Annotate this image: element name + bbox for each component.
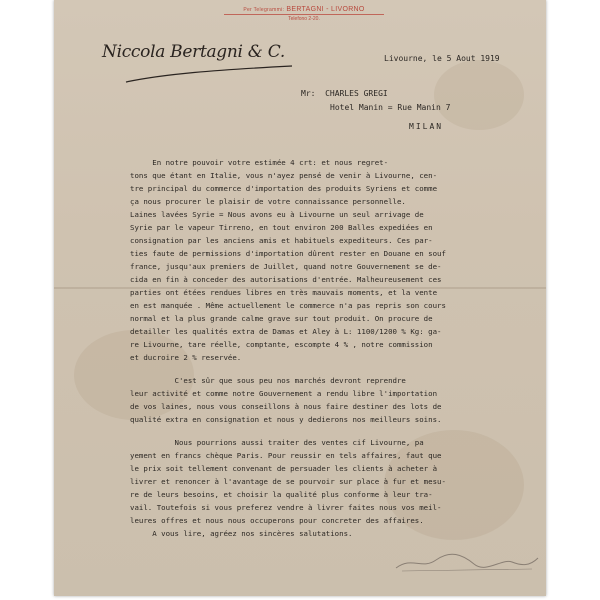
letterhead-rule [224,14,384,15]
body-line: A vous lire, agréez nos sincères salutations. [130,529,353,538]
body-line: tons que étant en Italie, vous n'ayez pensé de venir à Livourne, cen- [130,171,438,180]
body-line: ties faute de permissions d'importation dûrent rester en Douane en souf [130,249,446,258]
company-logo: Niccola Bertagni & C. [102,42,285,62]
recipient-name: Mr: CHARLES GREGI [301,89,388,98]
body-line: detailler les qualités extra de Damas et Aley à L: 1100/1200 % Kg: ga- [130,327,442,336]
body-line: Laines lavées Syrie = Nous avons eu à Livourne un seul arrivage de [130,210,424,219]
body-line: re Livourne, tare réelle, comptante, escompte 4 % , notre commission [130,340,433,349]
body-line: livrer et renoncer à l'avantage de se pourvoir sur place à fur et mesu- [130,477,446,486]
body-line: leur activité et comme notre Gouvernement a rendu libre l'importation [130,389,438,398]
telegraph-address: BERTAGNI - LIVORNO [286,6,365,13]
body-line: re de leurs besoins, et choisir la qualité plus conforme à leur tra- [130,490,433,499]
letterhead-telegraph [204,6,404,13]
body-line: vail. Toutefois si vous preferez vendre à livrer faites nous vos meil- [130,503,442,512]
body-line: En notre pouvoir votre estimée 4 crt: et nous regret- [130,158,389,167]
logo-flourish-icon [124,64,294,86]
body-line: C'est sûr que sous peu nos marchés devront reprendre [130,376,406,385]
body-line: tre principal du commerce d'importation des produits Syriens et comme [130,184,438,193]
date-line: Livourne, le 5 Aout 1919 [384,54,500,63]
signature-icon [392,548,542,574]
body-line: Nous pourrions aussi traiter des ventes cif Livourne, pa [130,438,424,447]
body-line: consignation par les anciens amis et habituels expediteurs. Ces par- [130,236,433,245]
paragraph-gap [130,364,446,374]
recipient-city: MILAN [409,122,444,131]
letter-sheet [54,0,546,596]
body-line: Syrie par le vapeur Tirreno, en tout environ 200 Balles expediées en [130,223,433,232]
body-line: parties ont étées rendues libres en très mauvais moments, et la vente [130,288,438,297]
body-line: leures offres et nous nous occuperons pour concreter des affaires. [130,516,424,525]
telegraph-prefix: Per Telegrammi: [243,7,285,13]
letterhead-telephone: Telefono 2-20. [288,16,320,22]
body-line: cida en fin à conceder des autorisations d'entrée. Malheureusement ces [130,275,442,284]
body-line: et ducroire 2 % reservée. [130,353,242,362]
body-line: normal et la plus grande calme grave sur tout produit. On procure de [130,314,433,323]
paper-stain [434,60,524,130]
body-line: de vos laines, nous vous conseillons à nous faire destiner des lots de [130,402,442,411]
body-line: qualité extra en consignation et nous y dedierons nos meilleurs soins. [130,415,442,424]
letter-body [130,156,446,540]
body-line: ça nous procurer le plaisir de votre connaissance personnelle. [130,197,406,206]
body-line: yement en francs chèque Paris. Pour reussir en tels affaires, faut que [130,451,442,460]
body-line: france, jusqu'aux premiers de Juillet, quand notre Gouvernement se de- [130,262,442,271]
body-line: en est manquée . Même actuellement le commerce n'a pas repris son cours [130,301,446,310]
paragraph-gap [130,426,446,436]
body-line: le prix soit tellement convenant de persuader les clients à acheter à [130,464,438,473]
recipient-address: Hotel Manin = Rue Manin 7 [330,103,451,112]
letterhead [204,6,404,22]
